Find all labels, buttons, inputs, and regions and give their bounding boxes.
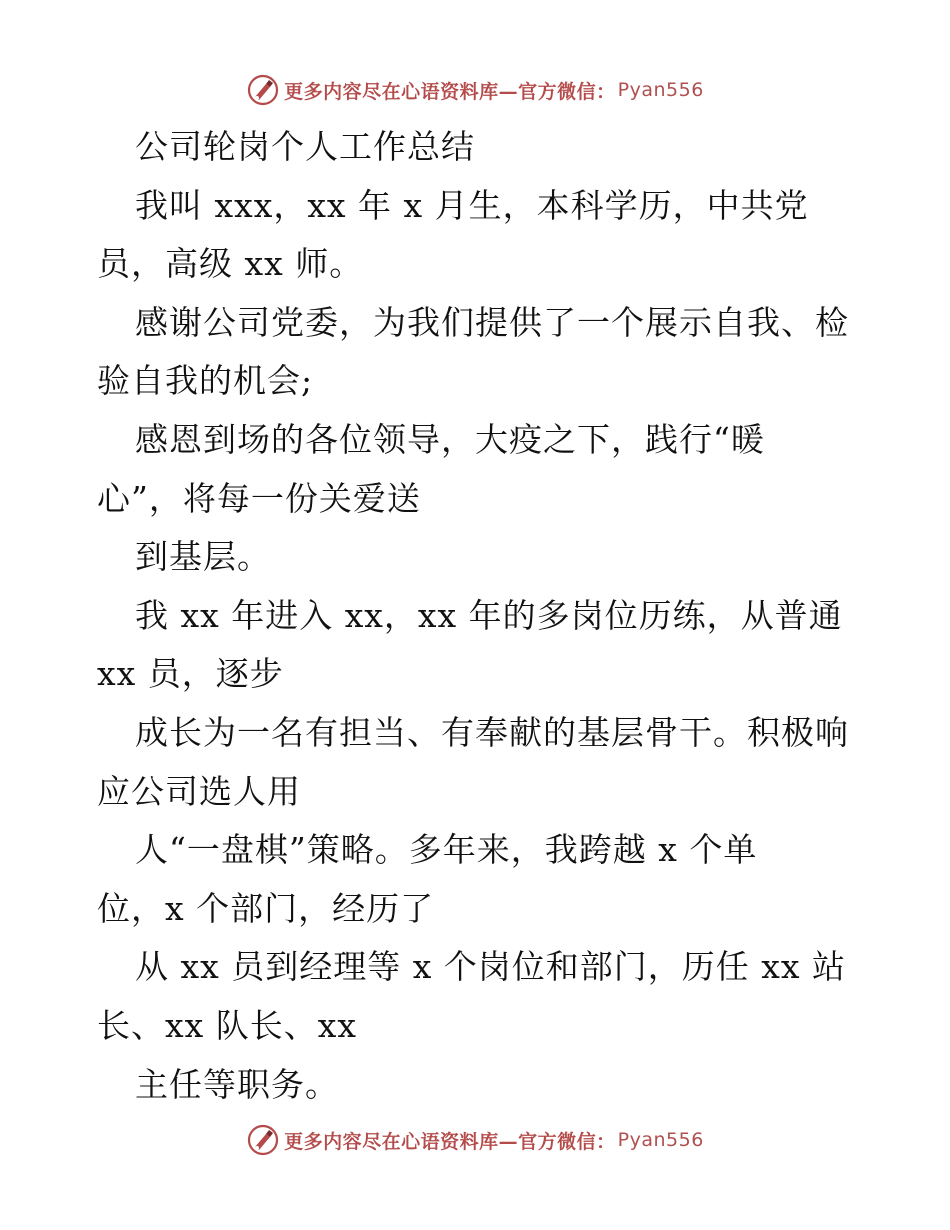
text-line: 主任等职务。 (135, 1064, 339, 1104)
text-line: 从 xx 员到经理等 x 个岗位和部门，历任 xx 站 (135, 947, 846, 987)
pen-logo-icon (246, 1123, 280, 1157)
document-body (97, 118, 857, 1114)
pen-logo-icon (246, 73, 280, 107)
footer-watermark (0, 1120, 950, 1160)
watermark-text: 更多内容尽在心语资料库—官方微信： (284, 1130, 616, 1153)
text-line: 应公司选人用 (97, 771, 301, 811)
text-line: xx 员，逐步 (97, 654, 284, 694)
text-line: 员，高级 xx 师。 (97, 244, 364, 284)
watermark-id: Pyan556 (617, 79, 704, 101)
text-line: 公司轮岗个人工作总结 (135, 127, 475, 166)
watermark-id: Pyan556 (617, 1129, 704, 1151)
text-line: 长、xx 队长、xx (97, 1005, 357, 1045)
text-line: 位，x 个部门，经历了 (97, 888, 435, 928)
text-line: 到基层。 (135, 537, 271, 577)
text-line: 心”，将每一份关爱送 (97, 478, 421, 518)
text-line: 验自我的机会; (97, 361, 314, 401)
text-line: 成长为一名有担当、有奉献的基层骨干。积极响 (135, 712, 849, 752)
header-watermark (0, 70, 950, 110)
text-line: 感谢公司党委，为我们提供了一个展示自我、检 (135, 302, 849, 342)
text-line: 感恩到场的各位领导，大疫之下，践行“暖 (135, 419, 765, 459)
text-line: 我叫 xxx，xx 年 x 月生，本科学历，中共党 (135, 185, 809, 225)
text-line: 人“一盘棋”策略。多年来，我跨越 x 个单 (135, 830, 758, 870)
watermark-text: 更多内容尽在心语资料库—官方微信： (284, 80, 616, 103)
text-line: 我 xx 年进入 xx，xx 年的多岗位历练，从普通 (135, 595, 843, 635)
